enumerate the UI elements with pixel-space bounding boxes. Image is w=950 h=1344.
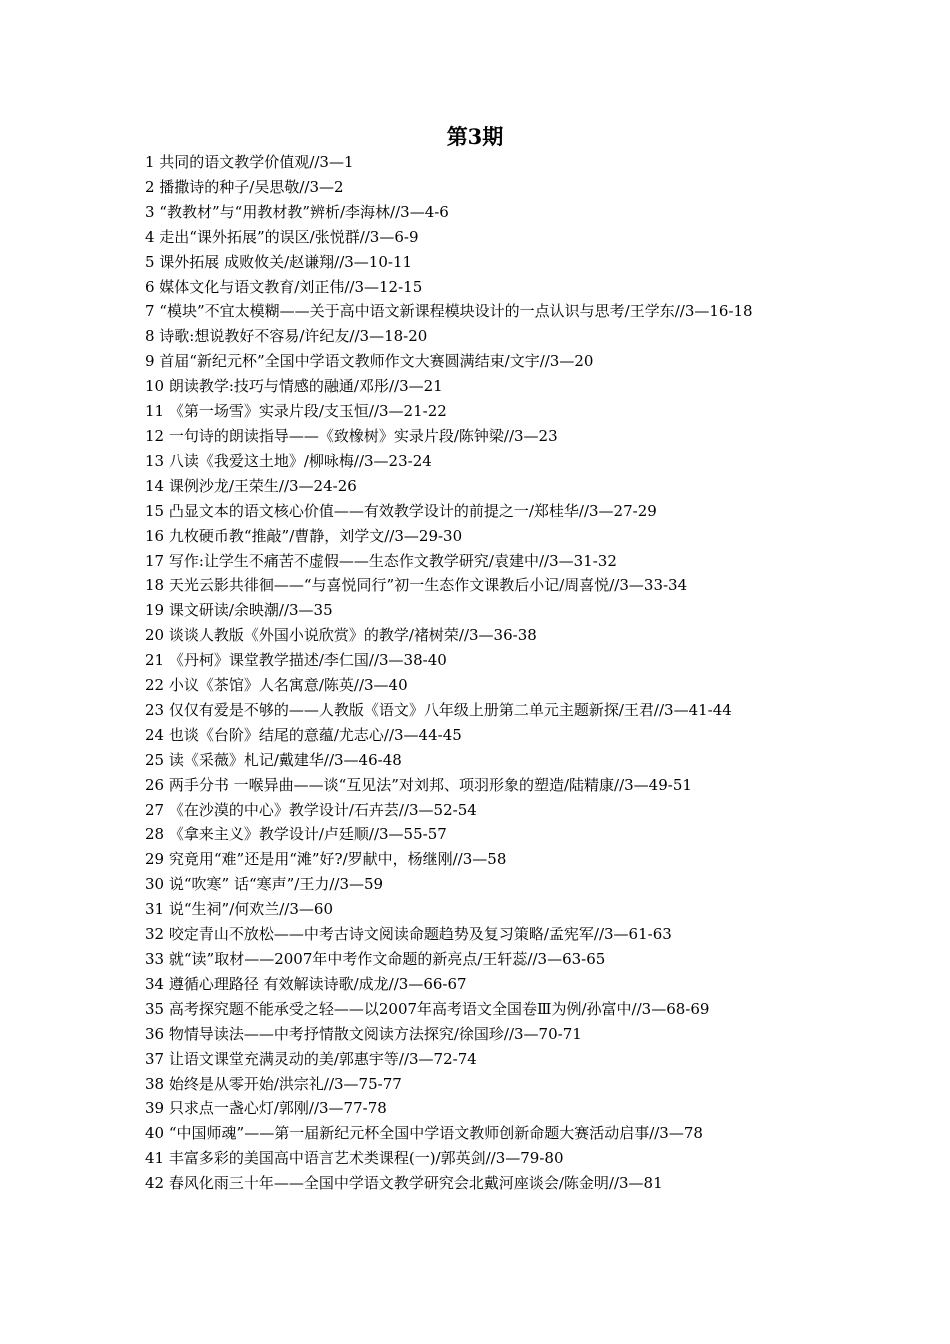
toc-entry: 6 媒体文化与语文教育/刘正伟//3—12-15 <box>145 277 423 296</box>
toc-entry: 13 八读《我爱这土地》/柳咏梅//3—23-24 <box>145 451 432 470</box>
toc-entry: 31 说“生祠”/何欢兰//3—60 <box>145 900 333 919</box>
toc-entry: 18 天光云影共徘徊——“与喜悦同行”初一生态作文课教后小记/周喜悦//3—33-34 <box>145 576 688 595</box>
toc-entry: 21 《丹柯》课堂教学描述/李仁国//3—38-40 <box>145 651 447 670</box>
toc-entry: 12 一句诗的朗读指导——《致橡树》实录片段/陈钟梁//3—23 <box>145 426 558 445</box>
toc-entry: 40 “中国师魂”——第一届新纪元杯全国中学语文教师创新命题大赛活动启事//3—78 <box>145 1124 703 1143</box>
toc-entry: 28 《拿来主义》教学设计/卢廷顺//3—55-57 <box>145 825 447 844</box>
toc-entry: 39 只求点一盏心灯/郭刚//3—77-78 <box>145 1099 387 1118</box>
toc-entry: 24 也谈《台阶》结尾的意蕴/尤志心//3—44-45 <box>145 725 462 744</box>
toc-entry: 11 《第一场雪》实录片段/支玉恒//3—21-22 <box>145 402 447 421</box>
toc-entry: 34 遵循心理路径 有效解读诗歌/成龙//3—66-67 <box>145 974 467 993</box>
toc-entry: 3 “教教材”与“用教材教”辨析/李海林//3—4-6 <box>145 202 449 221</box>
toc-entry: 26 两手分书 一喉异曲——谈“互见法”对刘邦、项羽形象的塑造/陆精康//3—49-51 <box>145 775 692 794</box>
toc-entry: 1 共同的语文教学价值观//3—1 <box>145 153 354 171</box>
toc-entry: 30 说“吹寒” 话“寒声”/王力//3—59 <box>145 875 384 894</box>
toc-entry: 25 读《采薇》札记/戴建华//3—46-48 <box>145 750 402 769</box>
toc-entry: 41 丰富多彩的美国高中语言艺术类课程(一)/郭英剑//3—79-80 <box>145 1149 564 1168</box>
toc-entry: 32 咬定青山不放松——中考古诗文阅读命题趋势及复习策略/孟宪军//3—61-63 <box>145 925 672 944</box>
toc-entry: 2 播撒诗的种子/吴思敬//3—2 <box>145 177 344 196</box>
toc-entry: 16 九枚硬币教“推敲”/曹静，刘学文//3—29-30 <box>145 526 463 545</box>
toc-entry: 23 仅仅有爱是不够的——人教版《语文》八年级上册第二单元主题新探/王君//3—41-44 <box>145 700 732 719</box>
toc-entry: 15 凸显文本的语文核心价值——有效教学设计的前提之一/郑桂华//3—27-29 <box>145 501 657 520</box>
toc-entry: 9 首届“新纪元杯”全国中学语文教师作文大赛圆满结束/文宇//3—20 <box>145 352 594 371</box>
toc-entry: 17 写作:让学生不痛苦不虚假——生态作文教学研究/袁建中//3—31-32 <box>145 551 617 570</box>
toc-entry: 5 课外拓展 成败攸关/赵谦翔//3—10-11 <box>145 252 413 271</box>
toc-entry: 35 高考探究题不能承受之轻——以2007年高考语文全国卷Ⅲ为例/孙富中//3—68-69 <box>145 999 710 1018</box>
table-of-contents <box>145 150 810 1196</box>
toc-entry: 22 小议《茶馆》人名寓意/陈英//3—40 <box>145 676 408 695</box>
toc-entry: 8 诗歌:想说教好不容易/许纪友//3—18-20 <box>145 327 428 346</box>
toc-entry: 36 物情导读法——中考抒情散文阅读方法探究/徐国珍//3—70-71 <box>145 1024 582 1043</box>
toc-entry: 20 谈谈人教版《外国小说欣赏》的教学/褚树荣//3—36-38 <box>145 626 537 645</box>
toc-entry: 7 “模块”不宜太模糊——关于高中语文新课程模块设计的一点认识与思考/王学东//3—16-18 <box>145 302 753 321</box>
toc-entry: 19 课文研读/余映潮//3—35 <box>145 601 333 620</box>
toc-entry: 14 课例沙龙/王荣生//3—24-26 <box>145 476 357 495</box>
toc-entry: 29 究竟用“难”还是用“滩”好?/罗献中，杨继刚//3—58 <box>145 850 507 869</box>
toc-entry: 27 《在沙漠的中心》教学设计/石卉芸//3—52-54 <box>145 800 477 819</box>
toc-entry: 38 始终是从零开始/洪宗礼//3—75-77 <box>145 1074 402 1093</box>
toc-entry: 33 就“读”取材——2007年中考作文命题的新亮点/王轩蕊//3—63-65 <box>145 950 606 968</box>
issue-title: 第3期 <box>446 124 504 149</box>
toc-entry: 37 让语文课堂充满灵动的美/郭惠宇等//3—72-74 <box>145 1049 477 1068</box>
toc-entry: 10 朗读教学:技巧与情感的融通/邓彤//3—21 <box>145 377 443 396</box>
toc-entry: 42 春风化雨三十年——全国中学语文教学研究会北戴河座谈会/陈金明//3—81 <box>145 1174 663 1193</box>
toc-entry: 4 走出“课外拓展”的误区/张悦群//3—6-9 <box>145 227 419 246</box>
